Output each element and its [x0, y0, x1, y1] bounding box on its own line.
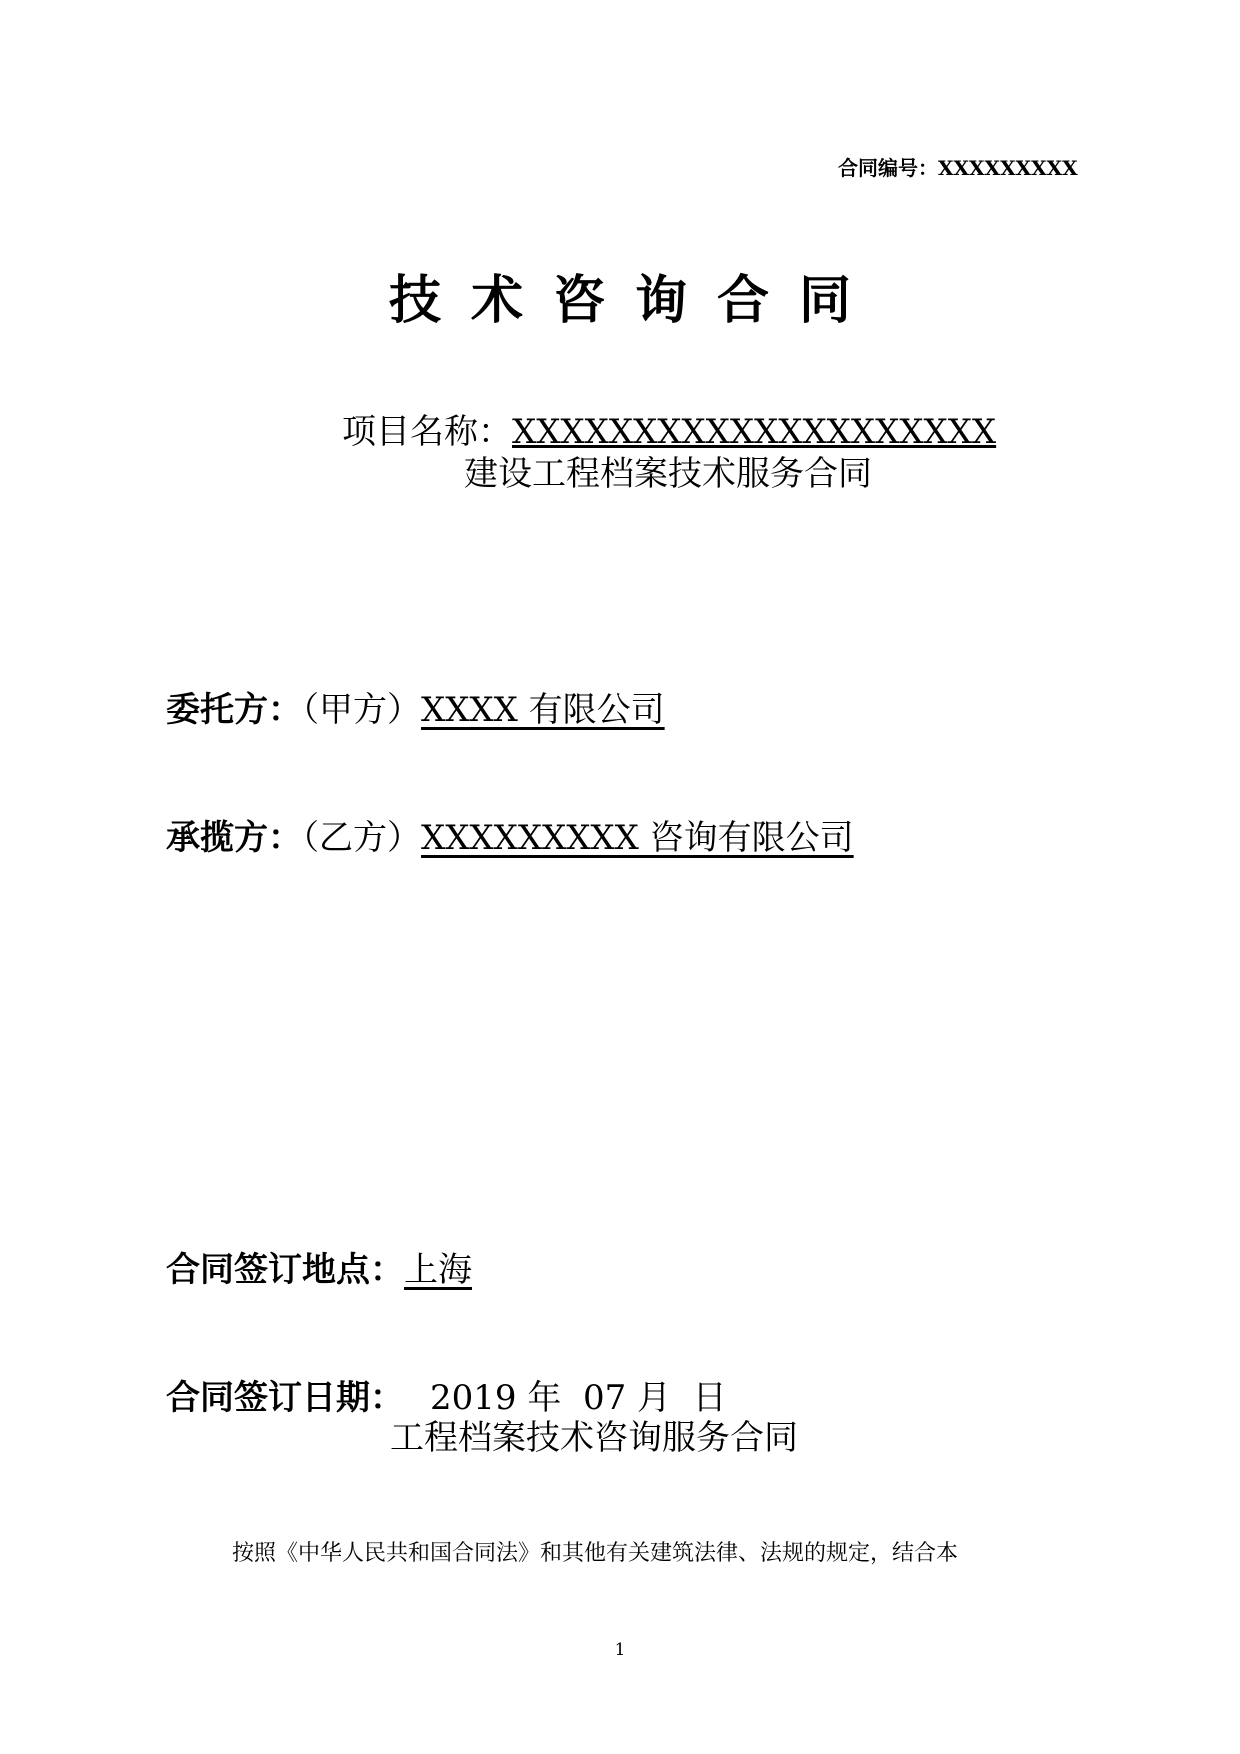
contractor-party-line — [166, 810, 854, 859]
signing-place-label: 合同签订地点： — [166, 1250, 404, 1290]
signing-place-value: 上海 — [404, 1250, 472, 1290]
signing-date-value: 2019 年 07 月 日 — [430, 1378, 727, 1418]
client-party-line — [166, 682, 665, 731]
client-name: XXXX 有限公司 — [421, 690, 665, 730]
document-title: 技术咨询合同 — [388, 270, 881, 331]
page-number: 1 — [614, 1640, 626, 1660]
client-role: （甲方） — [302, 690, 421, 730]
client-label: 委托方： — [166, 690, 302, 730]
signing-place-line — [166, 1242, 472, 1291]
project-name-label: 项目名称： — [342, 412, 512, 452]
contractor-name: XXXXXXXXX 咨询有限公司 — [421, 818, 854, 858]
contractor-role: （乙方） — [302, 818, 421, 858]
contractor-label: 承揽方： — [166, 818, 302, 858]
body-paragraph: 按照《中华人民共和国合同法》和其他有关建筑法律、法规的规定，结合本 — [232, 1541, 959, 1566]
signing-date-label: 合同签订日期： — [166, 1378, 404, 1418]
project-name-value: XXXXXXXXXXXXXXXXXXXX — [512, 412, 997, 452]
project-subtitle: 建设工程档案技术服务合同 — [464, 454, 872, 494]
contract-number: 合同编号：XXXXXXXXX — [838, 156, 1078, 180]
section-title: 工程档案技术咨询服务合同 — [390, 1418, 798, 1458]
